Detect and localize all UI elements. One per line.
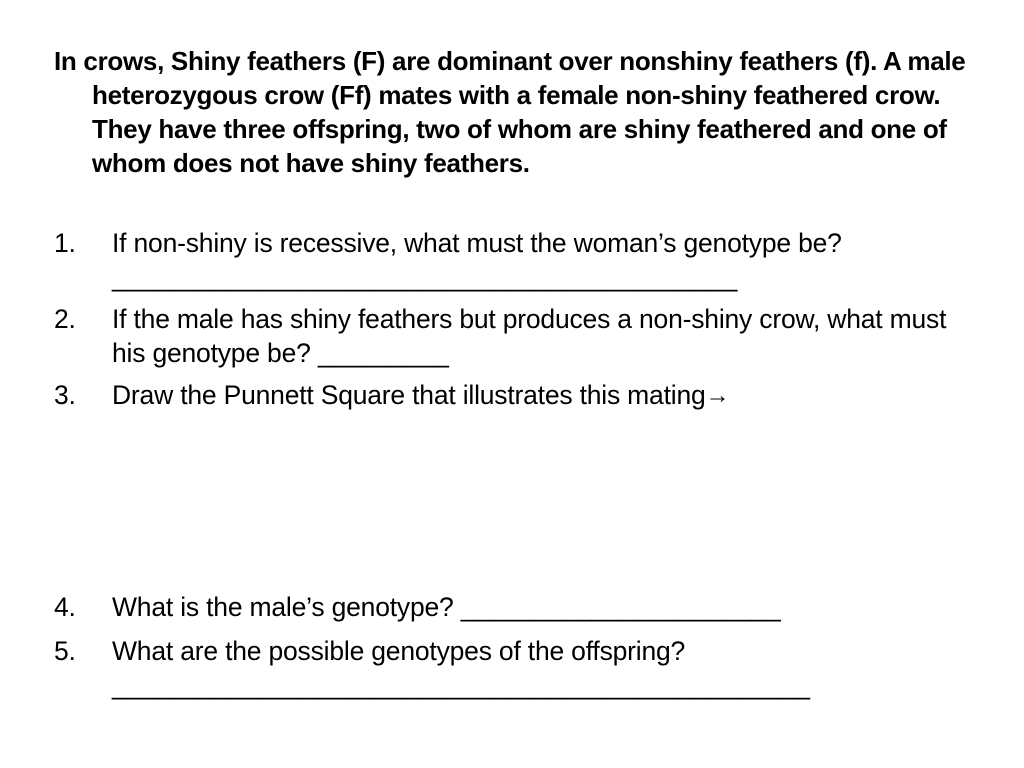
question-1-text: If non-shiny is recessive, what must the woman’s genotype be? ___________________________________________ (112, 228, 842, 292)
question-4-text: What is the male’s genotype? ______________________ (112, 592, 781, 622)
question-3 (54, 378, 974, 414)
question-1 (54, 226, 974, 294)
intro-paragraph: In crows, Shiny feathers (F) are dominant over nonshiny feathers (f). A male heterozygous crow (Ff) mates with a female non-shiny feathered crow. They have three offspring, two of whom are shiny feathered and one of whom does not have shiny feathers. (54, 46, 966, 178)
question-1-number: 1. (54, 228, 76, 258)
question-3-text: Draw the Punnett Square that illustrates this mating (112, 380, 706, 410)
question-3-body (112, 378, 974, 414)
question-4-number: 4. (54, 592, 76, 622)
question-2 (54, 302, 974, 370)
question-4 (54, 590, 974, 624)
right-arrow-icon: → (705, 382, 730, 409)
question-5-number: 5. (54, 636, 76, 666)
question-5-text: What are the possible genotypes of the offspring? ________________________________________________ (112, 636, 810, 700)
question-5 (54, 634, 974, 702)
question-3-number: 3. (54, 380, 76, 410)
question-2-text: If the male has shiny feathers but produces a non-shiny crow, what must his genotype be? _________ (112, 304, 947, 368)
question-2-number: 2. (54, 304, 76, 334)
